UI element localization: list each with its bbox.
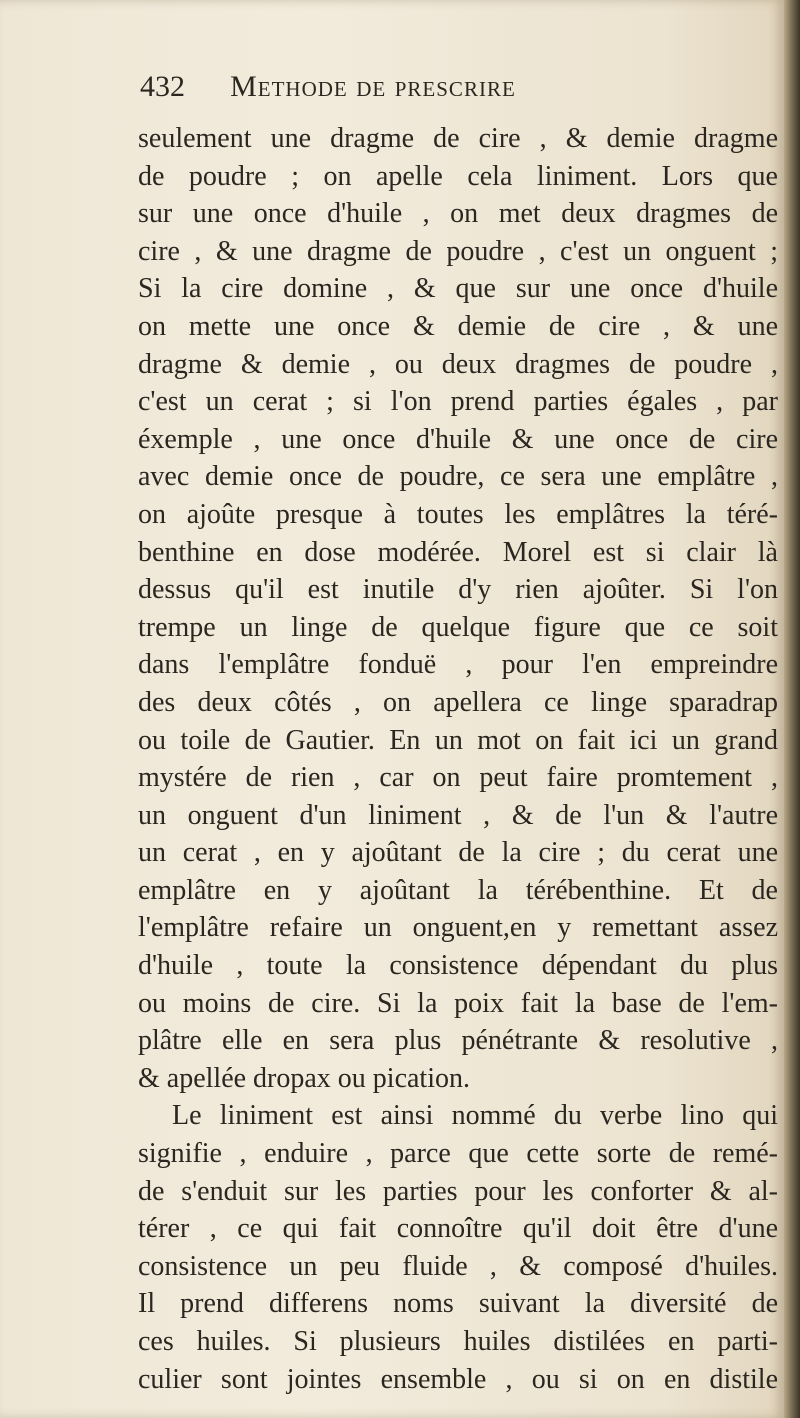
text-line: ces huiles. Si plusieurs huiles distilées en parti- <box>138 1326 778 1357</box>
text-line: cire , & une dragme de poudre , c'est un onguent ; <box>138 235 778 267</box>
text-line: térer , ce qui fait connoître qu'il doit être d'une <box>138 1213 778 1245</box>
page-header <box>140 70 780 114</box>
text-line: dragme & demie , ou deux dragmes de poudre , <box>138 348 778 380</box>
text-line: c'est un cerat ; si l'on prend parties égales , par <box>138 386 778 418</box>
text-line: un cerat , en y ajoûtant de la cire ; du cerat une <box>138 837 778 869</box>
text-line: emplâtre en y ajoûtant la térébenthine. Et de <box>138 874 778 906</box>
text-line: un onguent d'un liniment , & de l'un & l'autre <box>138 799 778 831</box>
text-line: l'emplâtre refaire un onguent,en y remettant assez <box>138 912 778 944</box>
text-line: Si la cire domine , & que sur une once d'huile <box>138 273 778 305</box>
text-line: seulement une dragme de cire , & demie dragme <box>138 123 778 154</box>
running-title: Methode de prescrire <box>230 70 516 103</box>
text-line: dessus qu'il est inutile d'y rien ajoûter. Si l'on <box>138 574 778 606</box>
text-line: avec demie once de poudre, ce sera une emplâtre , <box>138 461 778 493</box>
text-line: culier sont jointes ensemble , ou si on en distile <box>138 1363 778 1395</box>
text-line: plâtre elle en sera plus pénétrante & resolutive , <box>138 1025 778 1057</box>
paragraph-start-line: Le liniment est ainsi nommé du verbe lino qui <box>172 1100 778 1132</box>
text-line: de poudre ; on apelle cela liniment. Lors que <box>138 160 778 192</box>
text-line: mystére de rien , car on peut faire promtement , <box>138 762 778 794</box>
text-line: dans l'emplâtre fonduë , pour l'en empreindre <box>138 649 778 681</box>
text-line: consistence un peu fluide , & composé d'huiles. <box>138 1250 778 1282</box>
text-line: sur une once d'huile , on met deux dragmes de <box>138 198 778 230</box>
text-line: ou toile de Gautier. En un mot on fait ici un grand <box>138 724 778 756</box>
text-line: Il prend differens noms suivant la diversité de <box>138 1288 778 1320</box>
text-line: signifie , enduire , parce que cette sorte de remé- <box>138 1138 778 1170</box>
paragraph-end-line: & apellée dropax ou pication. <box>138 1062 470 1094</box>
text-line: on mette une once & demie de cire , & une <box>138 310 778 342</box>
text-line: benthine en dose modérée. Morel est si clair là <box>138 536 778 568</box>
text-line: éxemple , une once d'huile & une once de cire <box>138 423 778 455</box>
body-text <box>138 120 778 1398</box>
text-line: de s'enduit sur les parties pour les conforter & al- <box>138 1175 778 1207</box>
text-line: des deux côtés , on apellera ce linge sparadrap <box>138 686 778 718</box>
text-line: ou moins de cire. Si la poix fait la base de l'em- <box>138 987 778 1019</box>
text-line: on ajoûte presque à toutes les emplâtres la téré- <box>138 498 778 530</box>
page-number: 432 <box>140 70 185 103</box>
page-edge-shadow <box>784 0 800 1418</box>
text-line: trempe un linge de quelque figure que ce soit <box>138 611 778 643</box>
text-line: d'huile , toute la consistence dépendant du plus <box>138 950 778 982</box>
